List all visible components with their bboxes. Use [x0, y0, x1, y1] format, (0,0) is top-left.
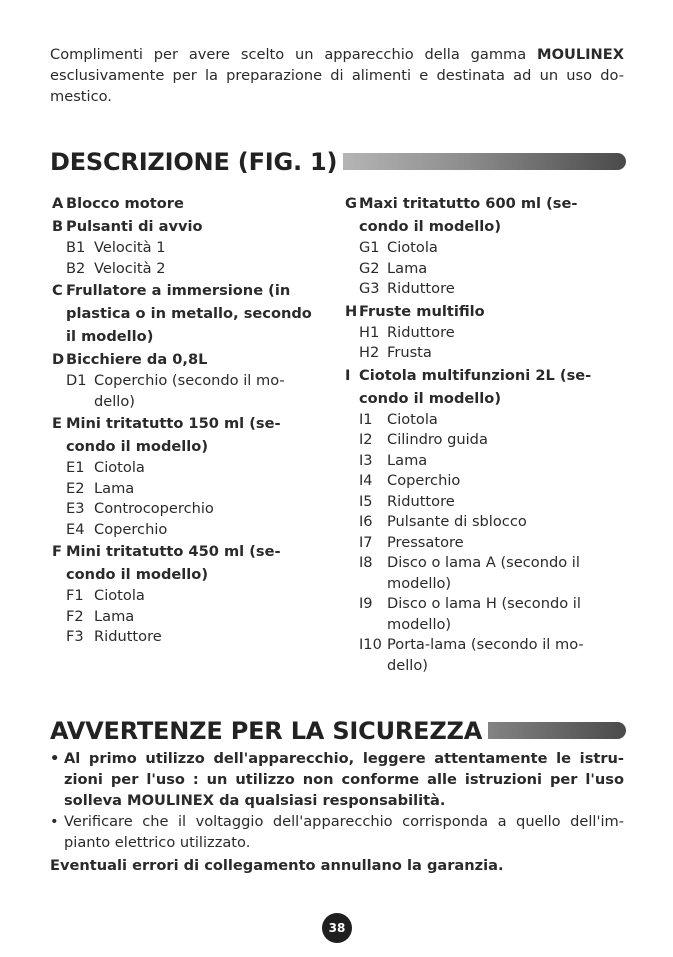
- sub-part-text: Riduttore: [387, 492, 455, 510]
- sub-part-code: D1: [66, 372, 87, 389]
- part-label: Ciotola multifunzioni 2L (se-condo il modello): [359, 366, 592, 407]
- part-letter: D: [52, 351, 65, 368]
- intro-text-before: Complimenti per avere scelto un apparecchio della gamma: [50, 46, 527, 63]
- part-item-e: [52, 412, 322, 458]
- part-letter: G: [345, 195, 357, 212]
- sub-part-i4: [345, 471, 615, 492]
- sub-part-text: Ciotola: [94, 459, 145, 476]
- sub-part-code: I2: [359, 431, 373, 448]
- sub-part-text: Lama: [387, 259, 428, 277]
- section-header-avvertenze: [50, 716, 626, 746]
- part-item-f: [52, 540, 322, 586]
- sub-part-code: F2: [66, 607, 84, 625]
- safety-warnings: [50, 748, 624, 876]
- part-label: Pulsanti di avvio: [66, 218, 203, 235]
- sub-part-text: Disco o lama A (secondo il modello): [387, 554, 580, 592]
- sub-part-text: Coperchio (secondo il mo-dello): [94, 372, 285, 410]
- sub-part-text: Lama: [94, 607, 135, 625]
- sub-part-e2: [52, 479, 322, 500]
- part-label: Maxi tritatutto 600 ml (se-condo il modello): [359, 195, 578, 235]
- sub-part-text: Ciotola: [94, 587, 145, 604]
- part-item-i: [345, 364, 615, 410]
- part-item-a: [52, 192, 322, 215]
- part-item-d: [52, 348, 322, 371]
- sub-part-text: Riduttore: [387, 323, 455, 341]
- sub-part-g3: [345, 279, 615, 300]
- sub-part-text: Lama: [387, 451, 428, 469]
- sub-part-code: B1: [66, 239, 86, 256]
- part-item-h: [345, 300, 615, 323]
- part-label: Frullatore a immersione (in plastica o in metallo, secondo il modello): [66, 282, 312, 345]
- sub-part-text: Coperchio: [94, 520, 168, 538]
- sub-part-text: Frusta: [387, 344, 432, 361]
- sub-part-code: I1: [359, 410, 373, 428]
- sub-part-code: E4: [66, 520, 85, 538]
- part-letter: I: [345, 366, 351, 384]
- sub-part-code: I4: [359, 472, 373, 489]
- bullet-marker: •: [50, 750, 60, 767]
- sub-part-i9: [345, 594, 615, 635]
- sub-part-f3: [52, 627, 322, 648]
- sub-part-h1: [345, 323, 615, 344]
- sub-part-e3: [52, 499, 322, 520]
- sub-part-b1: [52, 238, 322, 259]
- sub-part-code: F3: [66, 628, 84, 645]
- part-letter: E: [52, 415, 62, 432]
- sub-part-code: I3: [359, 451, 373, 469]
- sub-part-text: Ciotola: [387, 239, 438, 256]
- safety-bullet-1: [50, 748, 624, 811]
- sub-part-code: H2: [359, 344, 380, 361]
- section-title-avvertenze: AVVERTENZE PER LA SICUREZZA: [50, 716, 488, 746]
- sub-part-i2: [345, 430, 615, 451]
- sub-part-g1: [345, 238, 615, 259]
- sub-part-text: Porta-lama (secondo il mo-dello): [387, 636, 584, 674]
- parts-list-left-column: [52, 192, 322, 648]
- part-item-b: [52, 215, 322, 238]
- part-item-g: [345, 192, 615, 238]
- section-header-descrizione: [50, 147, 626, 177]
- sub-part-e4: [52, 520, 322, 541]
- sub-part-i7: [345, 533, 615, 554]
- sub-part-code: I10: [359, 636, 382, 653]
- sub-part-i3: [345, 451, 615, 472]
- sub-part-text: Cilindro guida: [387, 431, 488, 448]
- sub-part-text: Coperchio: [387, 472, 461, 489]
- part-label: Fruste multifilo: [359, 302, 485, 320]
- part-label: Mini tritatutto 450 ml (se-condo il modello): [66, 543, 281, 583]
- sub-part-code: G3: [359, 280, 380, 297]
- sub-part-code: G2: [359, 259, 380, 277]
- sub-part-text: Disco o lama H (secondo il modello): [387, 595, 581, 633]
- sub-part-text: Pressatore: [387, 533, 464, 551]
- sub-part-code: I9: [359, 595, 373, 612]
- sub-part-f2: [52, 607, 322, 628]
- part-letter: H: [345, 302, 358, 320]
- part-item-c: [52, 279, 322, 348]
- sub-part-code: G1: [359, 239, 380, 256]
- sub-part-i10: [345, 635, 615, 676]
- sub-part-text: Pulsante di sblocco: [387, 513, 527, 530]
- sub-part-code: I7: [359, 533, 373, 551]
- part-label: Blocco motore: [66, 195, 184, 212]
- sub-part-text: Velocità 2: [94, 259, 166, 277]
- sub-part-code: E3: [66, 500, 85, 517]
- sub-part-g2: [345, 259, 615, 280]
- safety-bullet-1-text: Al primo utilizzo dell'apparecchio, leggere attentamente le istru-zioni per l'uso : un utilizzo non conforme alle istruzioni per l'uso solleva MOULINEX da qualsiasi responsabilità.: [64, 750, 624, 809]
- sub-part-code: I5: [359, 492, 373, 510]
- part-label: Bicchiere da 0,8L: [66, 351, 208, 368]
- sub-part-code: E2: [66, 479, 85, 497]
- sub-part-code: F1: [66, 587, 84, 604]
- sub-part-text: Controcoperchio: [94, 500, 214, 517]
- sub-part-code: B2: [66, 259, 86, 277]
- sub-part-code: I6: [359, 513, 373, 530]
- safety-bullet-2: [50, 811, 624, 853]
- sub-part-text: Lama: [94, 479, 135, 497]
- sub-part-b2: [52, 259, 322, 280]
- sub-part-i8: [345, 553, 615, 594]
- sub-part-i5: [345, 492, 615, 513]
- part-letter: B: [52, 218, 64, 235]
- section-title-descrizione: DESCRIZIONE (FIG. 1): [50, 147, 343, 177]
- sub-part-d1: [52, 371, 322, 412]
- part-letter: F: [52, 543, 62, 560]
- sub-part-code: H1: [359, 323, 380, 341]
- sub-part-code: I8: [359, 554, 373, 571]
- sub-part-i6: [345, 512, 615, 533]
- part-letter: A: [52, 195, 64, 212]
- intro-brand: MOULINEX: [537, 46, 624, 63]
- sub-part-i1: [345, 410, 615, 431]
- sub-part-f1: [52, 586, 322, 607]
- page-number-badge: 38: [322, 913, 352, 943]
- parts-list-right-column: [345, 192, 615, 676]
- sub-part-code: E1: [66, 459, 85, 476]
- sub-part-text: Riduttore: [387, 280, 455, 297]
- sub-part-text: Riduttore: [94, 628, 162, 645]
- safety-final-note: Eventuali errori di collegamento annullano la garanzia.: [50, 857, 504, 874]
- part-label: Mini tritatutto 150 ml (se-condo il modello): [66, 415, 281, 455]
- intro-paragraph: [50, 44, 624, 107]
- part-letter: C: [52, 282, 63, 299]
- sub-part-h2: [345, 343, 615, 364]
- sub-part-text: Velocità 1: [94, 239, 166, 256]
- safety-bullet-2-text: Verificare che il voltaggio dell'apparecchio corrisponda a quello dell'im-pianto elettrico utilizzato.: [64, 813, 624, 851]
- intro-text-after: esclusivamente per la preparazione di alimenti e destinata ad un uso do-mestico.: [50, 67, 624, 105]
- sub-part-text: Ciotola: [387, 410, 438, 428]
- sub-part-e1: [52, 458, 322, 479]
- bullet-marker: •: [50, 813, 59, 830]
